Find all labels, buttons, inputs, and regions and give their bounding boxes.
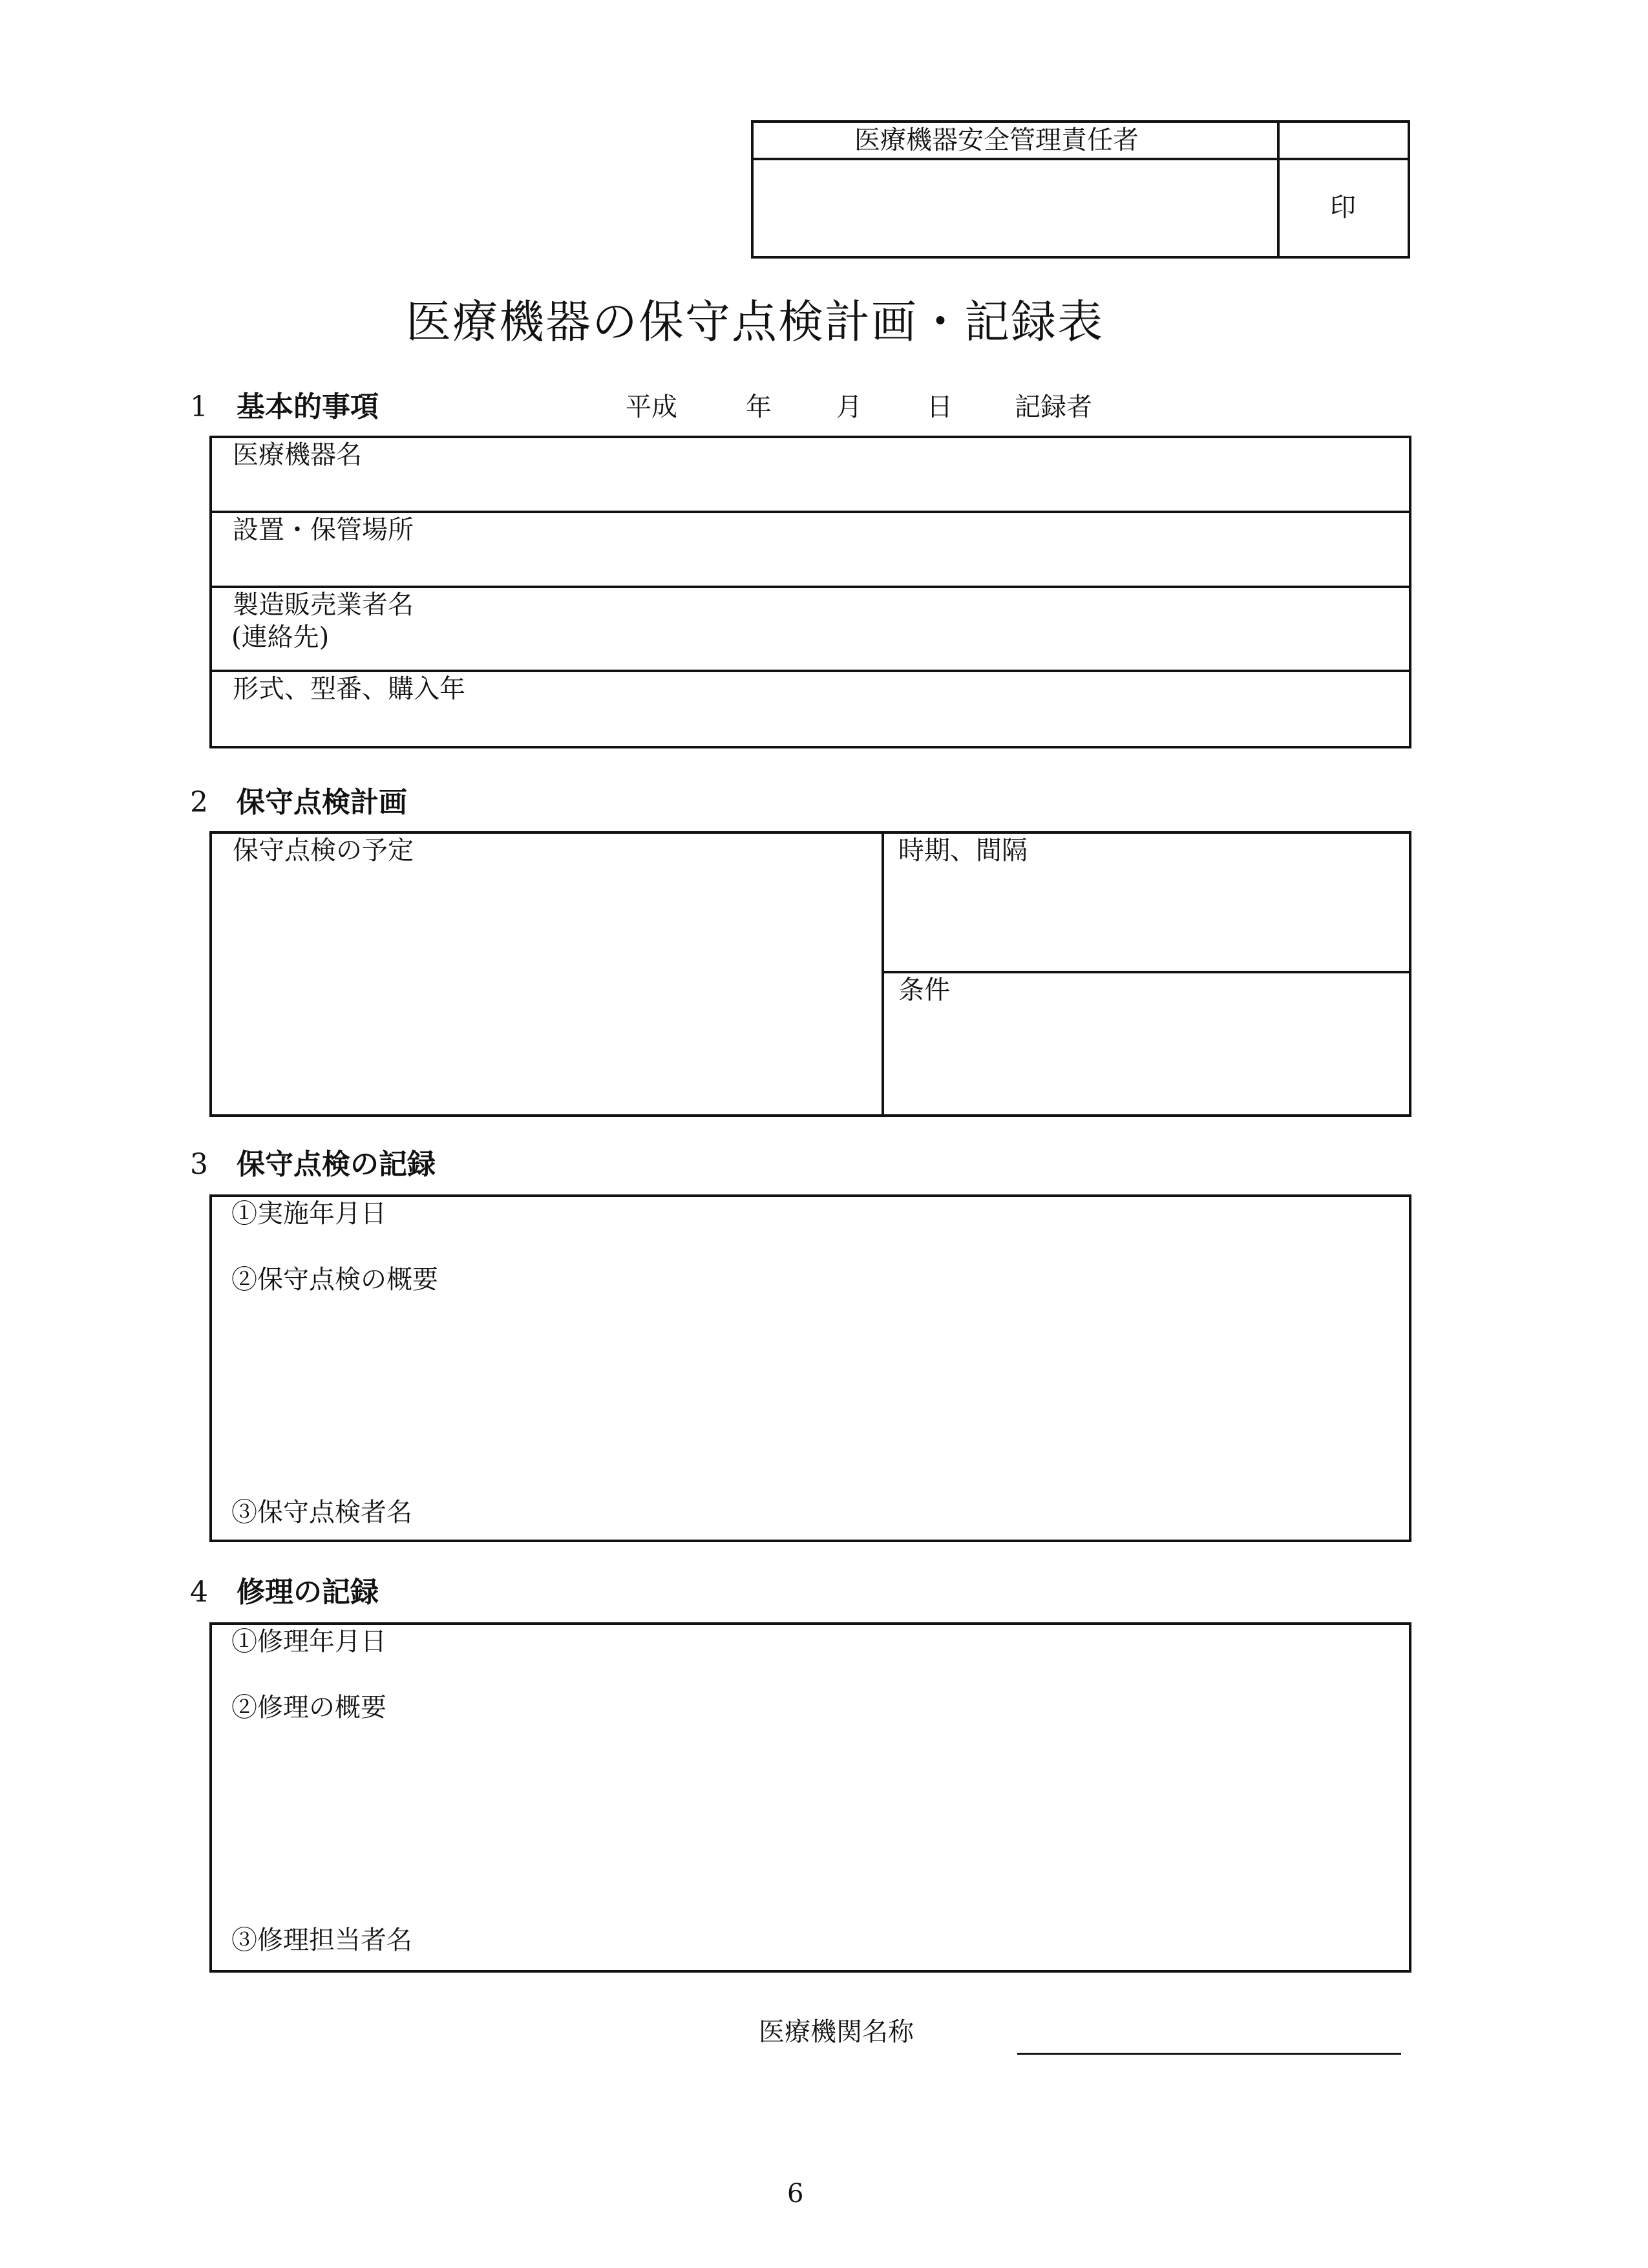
date-day-label: 日 <box>927 392 953 422</box>
section2-title: 保守点検計画 <box>237 786 407 819</box>
section4-number: 4 <box>190 1576 208 1609</box>
seal-label: 印 <box>1330 193 1356 222</box>
safety-manager-label: 医療機器安全管理責任者 <box>854 125 1139 155</box>
safety-manager-signature-field[interactable] <box>755 162 1274 256</box>
device-name-field[interactable] <box>213 472 1408 508</box>
location-field[interactable] <box>213 547 1408 583</box>
device-name-label: 医療機器名 <box>233 440 362 470</box>
institution-name-underline <box>1017 2053 1401 2055</box>
repair-summary-label: ②修理の概要 <box>231 1693 386 1722</box>
section3-title: 保守点検の記録 <box>237 1148 436 1181</box>
repairer-name-field[interactable] <box>465 1922 1408 1969</box>
section2-heading <box>190 786 407 820</box>
basic-info-divider-2 <box>209 586 1411 588</box>
recorder-field[interactable] <box>1099 389 1396 424</box>
repair-summary-field[interactable] <box>213 1727 1408 1921</box>
inspection-summary-label: ②保守点検の概要 <box>231 1265 438 1295</box>
approval-box-divider <box>751 158 1410 160</box>
page-title: 医療機器の保守点検計画・記録表 <box>406 295 1104 348</box>
model-info-label: 形式、型番、購入年 <box>233 674 465 704</box>
maintenance-plan-row-divider <box>882 971 1411 973</box>
manufacturer-field[interactable] <box>465 589 1408 666</box>
section4-heading <box>190 1576 379 1609</box>
page-number: 6 <box>787 2179 804 2209</box>
maintenance-schedule-field[interactable] <box>213 867 878 1113</box>
inspection-summary-field[interactable] <box>213 1299 1408 1493</box>
section2-number: 2 <box>190 786 208 819</box>
conditions-label: 条件 <box>898 975 950 1005</box>
section1-heading <box>190 390 379 424</box>
inspection-date-field[interactable] <box>427 1197 1408 1232</box>
section3-number: 3 <box>190 1148 208 1181</box>
repair-date-label: ①修理年月日 <box>231 1627 386 1657</box>
date-year-field[interactable] <box>685 389 743 424</box>
basic-info-divider-3 <box>209 670 1411 672</box>
inspector-name-label: ③保守点検者名 <box>231 1498 412 1527</box>
inspector-name-field[interactable] <box>465 1494 1408 1538</box>
institution-name-label: 医療機関名称 <box>759 2017 914 2047</box>
interval-label: 時期、間隔 <box>898 836 1028 865</box>
date-era-label: 平成 <box>626 392 677 422</box>
section4-title: 修理の記録 <box>237 1576 379 1609</box>
conditions-field[interactable] <box>885 1007 1408 1113</box>
interval-field[interactable] <box>885 867 1408 967</box>
institution-name-field[interactable] <box>1015 2011 1402 2050</box>
inspection-date-label: ①実施年月日 <box>231 1199 386 1229</box>
model-info-field[interactable] <box>213 706 1408 745</box>
repair-date-field[interactable] <box>427 1625 1408 1660</box>
manufacturer-label: 製造販売業者名 <box>233 590 414 620</box>
recorder-label: 記録者 <box>1015 392 1092 422</box>
location-label: 設置・保管場所 <box>233 515 414 545</box>
section3-heading <box>190 1148 436 1182</box>
date-month-label: 月 <box>836 392 862 422</box>
section1-number: 1 <box>190 390 208 423</box>
date-year-label: 年 <box>746 392 772 422</box>
section1-title: 基本的事項 <box>237 390 379 423</box>
manufacturer-contact-label: (連絡先) <box>231 622 330 652</box>
basic-info-divider-1 <box>209 511 1411 513</box>
approval-box-seal-divider <box>1277 120 1280 259</box>
repairer-name-label: ③修理担当者名 <box>231 1925 412 1955</box>
maintenance-plan-column-divider <box>882 831 884 1117</box>
maintenance-schedule-label: 保守点検の予定 <box>233 836 414 865</box>
